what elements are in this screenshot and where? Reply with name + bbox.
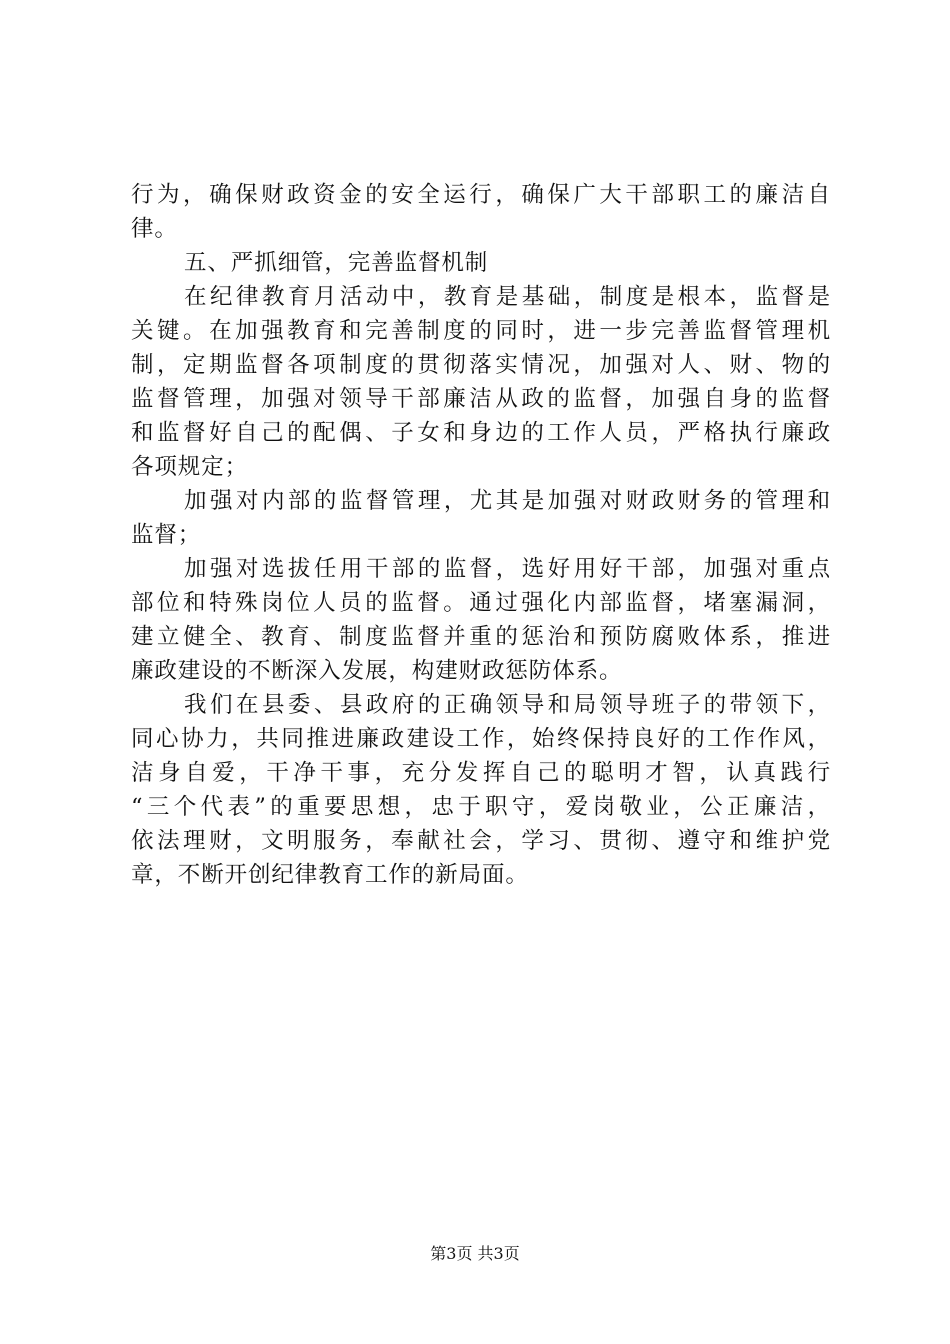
text-line: 我们在县委、县政府的正确领导和局领导班子的带领下， bbox=[184, 692, 831, 718]
document-body bbox=[131, 178, 831, 892]
text-line: 部位和特殊岗位人员的监督。通过强化内部监督，堵塞漏洞， bbox=[131, 590, 831, 616]
text-line: 洁身自爱，干净干事，充分发挥自己的聪明才智，认真践行 bbox=[131, 760, 831, 786]
text-line: 各项规定； bbox=[131, 454, 249, 480]
text-line: 建立健全、教育、制度监督并重的惩治和预防腐败体系，推进 bbox=[131, 624, 831, 650]
text-line: 廉政建设的不断深入发展，构建财政惩防体系。 bbox=[131, 658, 623, 684]
text-line: 制，定期监督各项制度的贯彻落实情况，加强对人、财、物的 bbox=[131, 352, 831, 378]
page-number-footer: 第3页 共3页 bbox=[430, 1244, 520, 1263]
text-line: 和监督好自己的配偶、子女和身边的工作人员，严格执行廉政 bbox=[131, 420, 831, 446]
text-line: 依法理财，文明服务，奉献社会，学习、贯彻、遵守和维护党 bbox=[131, 828, 831, 854]
text-line: 在纪律教育月活动中，教育是基础，制度是根本，监督是 bbox=[184, 284, 831, 310]
text-line: 行为，确保财政资金的安全运行，确保广大干部职工的廉洁自 bbox=[131, 182, 831, 208]
text-line: “三个代表”的重要思想，忠于职守，爱岗敬业，公正廉洁， bbox=[131, 794, 831, 820]
text-line: 同心协力，共同推进廉政建设工作，始终保持良好的工作作风， bbox=[131, 726, 831, 752]
text-line: 关键。在加强教育和完善制度的同时，进一步完善监督管理机 bbox=[131, 318, 831, 344]
text-line: 监督管理，加强对领导干部廉洁从政的监督，加强自身的监督 bbox=[131, 386, 831, 412]
text-line: 加强对选拔任用干部的监督，选好用好干部，加强对重点 bbox=[184, 556, 831, 582]
text-line: 律。 bbox=[131, 216, 178, 242]
text-line: 加强对内部的监督管理，尤其是加强对财政财务的管理和 bbox=[184, 488, 831, 514]
text-line: 章，不断开创纪律教育工作的新局面。 bbox=[131, 862, 529, 888]
section-heading: 五、严抓细管，完善监督机制 bbox=[184, 250, 489, 276]
text-line: 监督； bbox=[131, 522, 202, 548]
